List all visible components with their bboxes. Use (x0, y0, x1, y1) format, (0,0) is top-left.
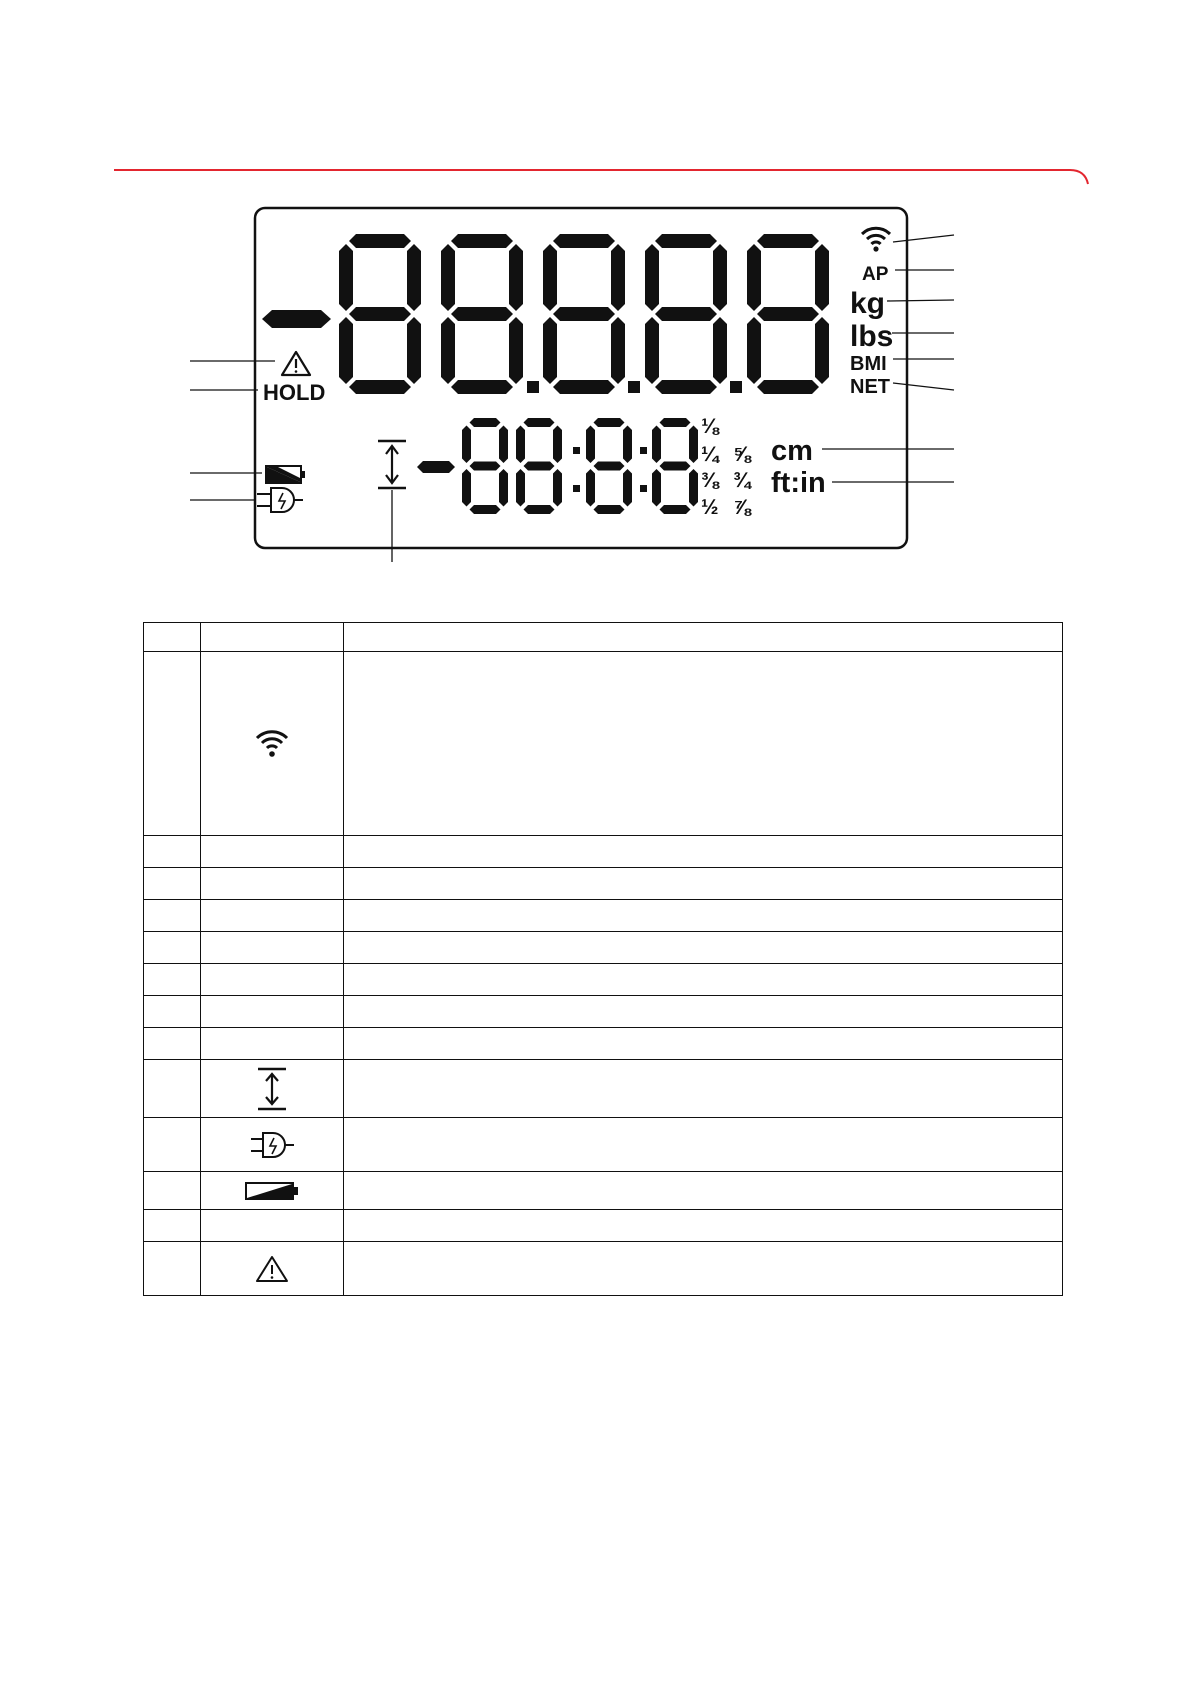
main-digit-3-segment-g (553, 307, 615, 321)
power-plug-icon (249, 1130, 295, 1160)
decimal-point-1 (527, 381, 539, 393)
row-symbol (201, 868, 344, 900)
row-symbol (201, 964, 344, 996)
row-symbol (201, 932, 344, 964)
row-description (344, 1060, 1063, 1118)
height-digit-3-segment-g (594, 462, 625, 471)
row-description (344, 964, 1063, 996)
fraction-one-quarter: ¼ (701, 443, 719, 466)
wifi-icon (252, 726, 292, 762)
height-digit-1-segment-f (462, 426, 471, 464)
cm-label: cm (771, 435, 813, 467)
main-digit-5-segment-c (815, 317, 829, 384)
main-digit-3-segment-c (611, 317, 625, 384)
row-number (144, 1118, 201, 1172)
height-digit-3-segment-f (586, 426, 595, 464)
symbol-table (143, 622, 1063, 1296)
table-row (144, 932, 1063, 964)
fraction-five-eighths: ⅝ (733, 443, 751, 466)
height-digit-4-segment-f (652, 426, 661, 464)
colon-1-bottom (573, 485, 580, 492)
main-digit-1-segment-d (349, 380, 411, 394)
height-digit-3-segment-d (594, 505, 625, 514)
table-row (144, 1210, 1063, 1242)
table-row (144, 1028, 1063, 1060)
main-digit-5-segment-b (815, 244, 829, 311)
row-symbol (201, 1118, 344, 1172)
lcd-display-diagram (0, 0, 1190, 600)
table-row (144, 900, 1063, 932)
row-symbol (201, 836, 344, 868)
main-digit-4-segment-c (713, 317, 727, 384)
height-digit-3-segment-c (623, 469, 632, 507)
row-symbol (201, 1060, 344, 1118)
kg-label: kg (850, 287, 886, 320)
height-arrow-icon (378, 441, 406, 488)
main-digit-2-segment-e (441, 317, 455, 384)
fraction-one-eighth: ⅛ (701, 415, 719, 438)
row-symbol (201, 996, 344, 1028)
row-number (144, 652, 201, 836)
main-digit-2-segment-f (441, 244, 455, 311)
main-digit-4-segment-d (655, 380, 717, 394)
row-number (144, 900, 201, 932)
main-weight-digits (339, 234, 829, 394)
main-digit-1-segment-f (339, 244, 353, 311)
row-description (344, 1242, 1063, 1296)
main-digit-2-segment-a (451, 234, 513, 248)
main-digit-1-segment-g (349, 307, 411, 321)
row-number (144, 836, 201, 868)
row-description (344, 1210, 1063, 1242)
hold-label: HOLD (263, 380, 326, 405)
main-digit-5-segment-d (757, 380, 819, 394)
battery-low-icon (266, 466, 305, 483)
decimal-point-2 (628, 381, 640, 393)
fraction-three-quarters: ¾ (733, 469, 751, 492)
table-row (144, 1242, 1063, 1296)
height-digit-2-segment-e (516, 469, 525, 507)
table-row (144, 1172, 1063, 1210)
main-digit-4-segment-b (713, 244, 727, 311)
fraction-three-eighths: ⅜ (701, 469, 719, 492)
main-digit-5-segment-f (747, 244, 761, 311)
height-digit-1-segment-d (470, 505, 501, 514)
row-description (344, 1028, 1063, 1060)
row-description (344, 868, 1063, 900)
row-symbol (201, 900, 344, 932)
small-minus-segment (417, 461, 455, 473)
battery-low-icon (245, 1181, 299, 1201)
header-number (144, 623, 201, 652)
big-minus-segment (262, 310, 331, 328)
main-digit-3-segment-e (543, 317, 557, 384)
row-number (144, 1172, 201, 1210)
height-digit-2-segment-g (524, 462, 555, 471)
main-digit-5-segment-a (757, 234, 819, 248)
row-description (344, 652, 1063, 836)
height-digit-4-segment-c (689, 469, 698, 507)
main-digit-2-segment-g (451, 307, 513, 321)
table-row (144, 652, 1063, 836)
main-digit-1-segment-c (407, 317, 421, 384)
decimal-point-3 (730, 381, 742, 393)
table-row (144, 836, 1063, 868)
header-description (344, 623, 1063, 652)
height-digit-4-segment-d (660, 505, 691, 514)
header-symbol (201, 623, 344, 652)
table-header-row (144, 623, 1063, 652)
row-description (344, 836, 1063, 868)
height-digit-1-segment-c (499, 469, 508, 507)
height-digit-4-segment-g (660, 462, 691, 471)
row-number (144, 1210, 201, 1242)
row-symbol (201, 1028, 344, 1060)
row-symbol (201, 652, 344, 836)
height-digit-2-segment-d (524, 505, 555, 514)
power-plug-icon (257, 488, 303, 512)
height-digit-3-segment-a (594, 418, 625, 427)
height-digit-1-segment-b (499, 426, 508, 464)
table-row (144, 868, 1063, 900)
fraction-one-half: ½ (701, 496, 719, 519)
height-digit-4-segment-a (660, 418, 691, 427)
colon-1-top (573, 447, 580, 454)
height-digit-4-segment-b (689, 426, 698, 464)
fraction-seven-eighths: ⅞ (733, 496, 751, 519)
main-digit-3-segment-d (553, 380, 615, 394)
net-label: NET (850, 376, 890, 398)
warning-icon (254, 1254, 290, 1284)
main-digit-3-segment-f (543, 244, 557, 311)
row-description (344, 996, 1063, 1028)
table-row (144, 1118, 1063, 1172)
main-digit-4-segment-e (645, 317, 659, 384)
main-digit-2-segment-d (451, 380, 513, 394)
warning-icon (282, 352, 310, 375)
main-digit-3-segment-b (611, 244, 625, 311)
colon-2-bottom (640, 485, 647, 492)
row-number (144, 932, 201, 964)
row-number (144, 1028, 201, 1060)
row-description (344, 1118, 1063, 1172)
row-description (344, 932, 1063, 964)
row-number (144, 868, 201, 900)
main-digit-2-segment-b (509, 244, 523, 311)
main-digit-1-segment-b (407, 244, 421, 311)
height-digit-2-segment-a (524, 418, 555, 427)
main-digit-4-segment-g (655, 307, 717, 321)
row-number (144, 1060, 201, 1118)
height-digit-2-segment-c (553, 469, 562, 507)
colon-2-top (640, 447, 647, 454)
height-digits (462, 418, 698, 514)
lbs-label: lbs (850, 320, 894, 353)
height-digit-4-segment-e (652, 469, 661, 507)
height-digit-1-segment-e (462, 469, 471, 507)
height-arrow-icon (255, 1066, 289, 1112)
height-digit-1-segment-g (470, 462, 501, 471)
height-digit-2-segment-f (516, 426, 525, 464)
main-digit-4-segment-a (655, 234, 717, 248)
main-digit-2-segment-c (509, 317, 523, 384)
ft-in-label: ft:in (771, 467, 826, 499)
ap-label: AP (862, 264, 889, 285)
row-description (344, 1172, 1063, 1210)
row-symbol (201, 1242, 344, 1296)
table-row (144, 1060, 1063, 1118)
bmi-label: BMI (850, 353, 887, 375)
table-row (144, 964, 1063, 996)
row-number (144, 996, 201, 1028)
height-digit-3-segment-e (586, 469, 595, 507)
table-row (144, 996, 1063, 1028)
row-symbol (201, 1210, 344, 1242)
row-symbol (201, 1172, 344, 1210)
main-digit-1-segment-e (339, 317, 353, 384)
row-number (144, 1242, 201, 1296)
height-digit-3-segment-b (623, 426, 632, 464)
main-digit-4-segment-f (645, 244, 659, 311)
row-number (144, 964, 201, 996)
height-digit-2-segment-b (553, 426, 562, 464)
row-description (344, 900, 1063, 932)
main-digit-1-segment-a (349, 234, 411, 248)
main-digit-5-segment-g (757, 307, 819, 321)
main-digit-3-segment-a (553, 234, 615, 248)
main-digit-5-segment-e (747, 317, 761, 384)
wifi-icon (862, 228, 890, 251)
height-digit-1-segment-a (470, 418, 501, 427)
